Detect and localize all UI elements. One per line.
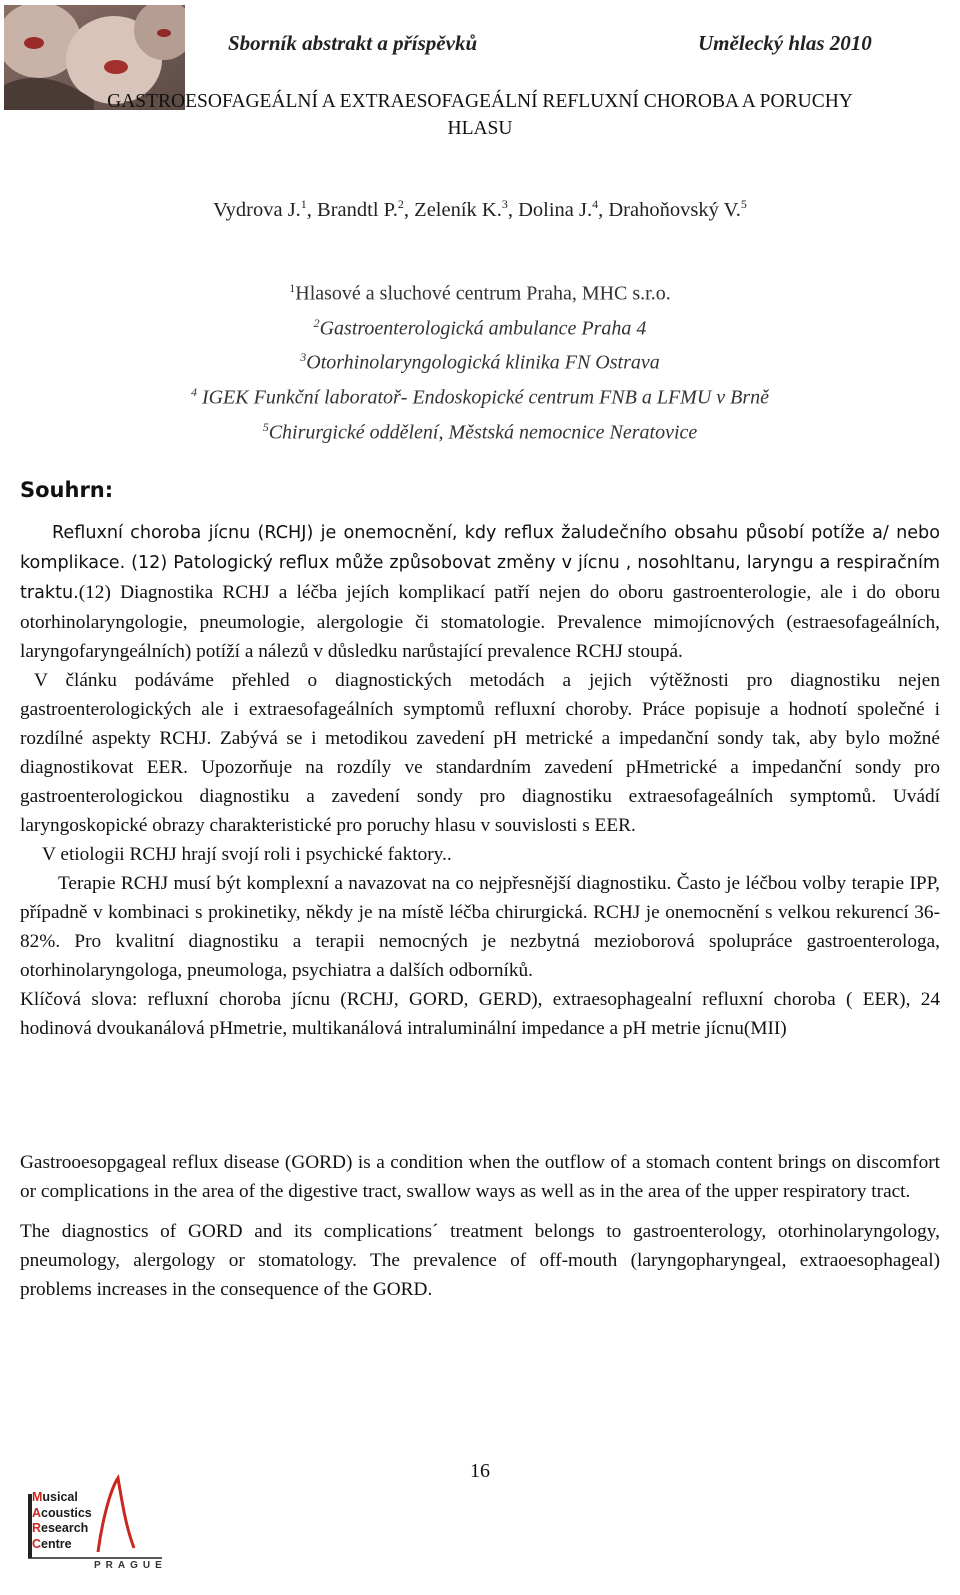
logo-line-2: Acoustics (32, 1505, 92, 1520)
affiliation-5: $^5$Chirurgické oddělení, Městská nemocnice Neratovice (262, 419, 698, 444)
logo-city: PRAGUE (94, 1560, 167, 1571)
summary-paragraph-1 (20, 518, 940, 666)
logo-line-4: Centre (32, 1536, 72, 1551)
page-number: 16 (470, 1460, 490, 1482)
summary-p1-serif: (12) Diagnostika RCHJ a léčba jejích komplikací patří nejen do oboru gastroenterologie, ale i do oboru otorhinolaryngologie, pneumologie, alergologie či stomatologie. Prevalence mimojícnových (estraesofageálních, laryngofaryngeálních) potíží a nálezů v důsledku narůstající prevalence RCHJ stoupá. (20, 582, 940, 662)
keywords: Klíčová slova: refluxní choroba jícnu (RCHJ, GORD, GERD), extraesophagealní refluxní choroba ( EER), 24 hodinová dvoukanálová pHmetrie, multikanálová intraluminální impedance a pH metrie jícnu(MII) (20, 989, 940, 1039)
author-1: Vydrova J. (213, 198, 301, 221)
summary-body (20, 518, 940, 1043)
logo-text (32, 1490, 92, 1552)
author-1-sup: 1 (300, 197, 307, 211)
authors (0, 197, 960, 222)
summary-p1-sans: Refluxní choroba jícnu (RCHJ) je onemocnění, kdy reflux žaludečního obsahu působí potíže a/ nebo komplikace. (12) Patologický reflux může způsobovat změny v jícnu , nosohltanu, laryngu a respiračním traktu. (20, 523, 940, 603)
author-4-sup: 4 (592, 197, 599, 211)
summary-paragraph-2: V článku podáváme přehled o diagnostických metodách a jejich výtěžnosti pro diagnostiku nejen gastroenterologických ale i extraesofageálních symptomů refluxní choroby. Práce popisuje a hodnotí společné i rozdílné aspekty RCHJ. Zabývá se i metodikou zavedení pH metrické a impedanční sondy tak, aby bylo možné diagnostikovat EER. Upozorňuje na rozdíly ve standardním zavedení pHmetrické a impedanční sondy pro gastroenterologickou diagnostiku a zavedení sondy pro diagnostiku extraesofageálních symptomů. Uvádí laryngoskopické obrazy charakteristické pro poruchy hlasu v souvislosti s EER. (20, 670, 940, 836)
header-left-title: Sborník abstrakt a příspěvků (228, 31, 478, 55)
summary-paragraph-4: Terapie RCHJ musí být komplexní a navazovat na co nejpřesnější diagnostiku. Často je léčbou volby terapie IPP, případně v kombinaci s prokinetiky, někdy je na místě léčba chirurgická. RCHJ je onemocnění s velkou rekurencí 36-82%. Pro kvalitní diagnostiku a terapii nemocných je nezbytná mezioborová spolupráce gastroenterologa, otorhinolaryngologa, pneumologa, psychiatra a dalších odborníků. (20, 873, 940, 981)
english-paragraph-2: The diagnostics of GORD and its complications´ treatment belongs to gastroenterology, otorhinolaryngology, pneumology, alergology or stomatology. The prevalence of off-mouth (laryngopharyngeal, extraoesophageal) problems increases in the consequence of the GORD. (20, 1221, 940, 1300)
affiliation-3: $^3$Otorhinolaryngologická klinika FN Ostrava (300, 350, 660, 374)
author-2-sup: 2 (397, 197, 404, 211)
logo-line-3: Research (32, 1521, 89, 1535)
author-4: , Dolina J. (507, 198, 593, 221)
author-3: , Zeleník K. (403, 198, 502, 221)
affiliation-4: $^4$ IGEK Funkční laboratoř- Endoskopické centrum FNB a LFMU v Brně (190, 384, 770, 409)
summary-heading: Souhrn: (20, 478, 114, 502)
affiliation-2: $^2$Gastroenterologická ambulance Praha 4 (313, 315, 647, 340)
logo-line-1: Musical (32, 1490, 78, 1504)
english-paragraph-1: Gastrooesopgageal reflux disease (GORD) is a condition when the outflow of a stomach content brings on discomfort or complications in the area of the digestive tract, swallow ways as well as in the area of the upper respiratory tract. (20, 1152, 940, 1202)
title-line-2: HLASU (447, 118, 513, 139)
author-5: , Drahoňovský V. (598, 198, 741, 221)
author-3-sup: 3 (501, 197, 508, 211)
title-line-1: GASTROESOFAGEÁLNÍ A EXTRAESOFAGEÁLNÍ REFLUXNÍ CHOROBA A PORUCHY (107, 91, 853, 112)
english-abstract (20, 1148, 940, 1304)
article-title (0, 88, 960, 142)
author-2: , Brandtl P. (306, 198, 398, 221)
header-right-title: Umělecký hlas 2010 (698, 31, 872, 55)
affiliation-1: $^1$Hlasové a sluchové centrum Praha, MHC s.r.o. (289, 281, 671, 305)
summary-paragraph-3: V etiologii RCHJ hrají svojí roli i psychické faktory.. (42, 844, 452, 865)
logo (22, 1472, 172, 1570)
affiliations (0, 274, 960, 447)
author-5-sup: 5 (740, 197, 747, 211)
